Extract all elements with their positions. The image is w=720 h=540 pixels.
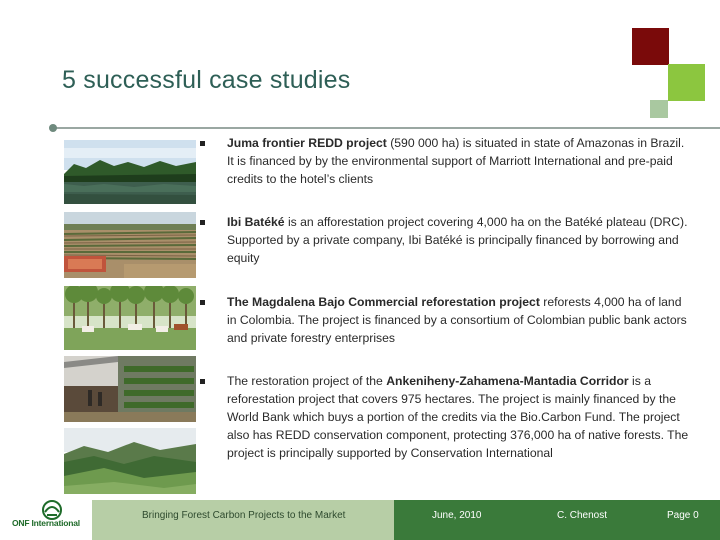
photo-plantation-plateau (64, 212, 196, 278)
footer-author: C. Chenost (557, 510, 608, 521)
logo-text: ONF International (12, 518, 80, 528)
bullet-marker (200, 220, 205, 225)
decor-square-red (632, 28, 669, 65)
title-divider (54, 127, 720, 129)
case-study-ankeniheny: The restoration project of the Ankeniheny-Zahamena-Mantadia Corridor is a reforestation project that covers 975 hectares. The project is mainly financed by the World Bank which buys a portion of the credits via the Bio.Carbon Fund. The project also has REDD conservation component, protecting 376,000 ha of native forests. The project is principally supported by Conservation International (227, 374, 689, 460)
photo-amazon-river (64, 140, 196, 204)
divider-dot (49, 124, 57, 132)
photo-madagascar-nursery (64, 356, 196, 422)
case-study-magdalena: The Magdalena Bajo Commercial reforestation project reforests 4,000 ha of land in Colombia. The project is financed by a consortium of Colombian public bank actors and private forestry enterprises (227, 295, 687, 345)
onf-logo (12, 500, 80, 534)
page-number: Page 0 (667, 510, 699, 521)
bullet-marker (200, 379, 205, 384)
decor-square-green (668, 64, 705, 101)
case-study-juma: Juma frontier REDD project (590 000 ha) is situated in state of Amazonas in Brazil. It is financed by by the environmental support of Marriott International and pre-paid credits to the hotel’s clients (227, 136, 685, 186)
bullet-marker (200, 141, 205, 146)
case-study-ibi-bateke: Ibi Batéké is an afforestation project covering 4,000 ha on the Batéké plateau (DRC). Supported by a private company, Ibi Batéké is principally financed by borrowing and equity (227, 215, 688, 265)
bullet-marker (200, 300, 205, 305)
page-title: 5 successful case studies (62, 66, 351, 94)
photo-mountain-forest (64, 428, 196, 494)
footer-caption: Bringing Forest Carbon Projects to the Market (142, 510, 346, 521)
photo-magdalena-pasture (64, 286, 196, 350)
footer-date: June, 2010 (432, 510, 482, 521)
decor-square-gray (650, 100, 668, 118)
